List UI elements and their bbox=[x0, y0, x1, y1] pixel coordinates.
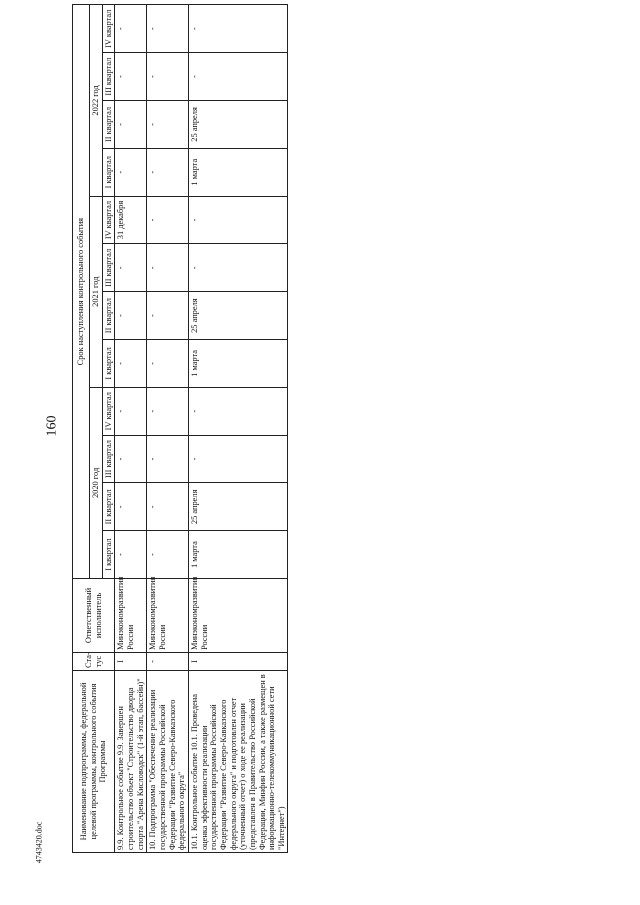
row-quarter-cell: - bbox=[115, 483, 147, 531]
col-header-status: Ста-тус bbox=[73, 653, 115, 671]
row-quarter-cell: - bbox=[188, 244, 288, 292]
row-quarter-cell: - bbox=[115, 101, 147, 149]
row-name-cell bbox=[115, 671, 147, 853]
row-name: Контрольное событие 10.1. Проведена оценка эффективности реализации государственной программы Российской Федерации "Развитие Северо-Кавказского федерального округа" и подготовлен отчет (уточненный отчет) о ходе ее реализации (представлен в Правительство Российской Федерации, Минфин России, а также размещен в информационно-телекоммуникационной сети "Интернет") bbox=[189, 674, 286, 850]
row-quarter-cell: - bbox=[147, 244, 189, 292]
row-quarter-cell: - bbox=[115, 292, 147, 340]
row-quarter-cell: - bbox=[188, 435, 288, 483]
row-quarter-cell: - bbox=[147, 435, 189, 483]
row-quarter-cell: - bbox=[115, 531, 147, 579]
quarter-header: IV квартал bbox=[102, 5, 115, 53]
row-quarter-cell: - bbox=[147, 101, 189, 149]
table-body bbox=[115, 5, 288, 853]
quarter-header: I квартал bbox=[102, 531, 115, 579]
row-quarter-cell: 1 марта bbox=[188, 531, 288, 579]
page-number: 160 bbox=[44, 415, 60, 437]
row-quarter-cell: - bbox=[188, 5, 288, 53]
row-quarter-cell: - bbox=[147, 292, 189, 340]
quarter-header: III квартал bbox=[102, 244, 115, 292]
quarter-header: I квартал bbox=[102, 148, 115, 196]
row-quarter-cell: - bbox=[115, 387, 147, 435]
row-executor: Минэкономразвития России bbox=[115, 579, 147, 653]
col-header-name: Наименование подпрограммы, федеральной целевой программы, контрольного события Программы bbox=[73, 671, 115, 853]
row-quarter-cell: - bbox=[147, 5, 189, 53]
col-header-deadline: Срок наступления контрольного события bbox=[73, 5, 90, 579]
quarter-header: III квартал bbox=[102, 53, 115, 101]
row-number: 9.9. bbox=[116, 835, 126, 850]
row-quarter-cell: - bbox=[188, 196, 288, 244]
row-executor: Минэкономразвития России bbox=[188, 579, 288, 653]
row-quarter-cell: - bbox=[115, 435, 147, 483]
quarter-header: II квартал bbox=[102, 292, 115, 340]
quarter-header: IV квартал bbox=[102, 196, 115, 244]
footer-doc-code: 4743420.doc bbox=[34, 821, 44, 864]
row-quarter-cell: - bbox=[115, 5, 147, 53]
quarter-header: I квартал bbox=[102, 340, 115, 388]
row-quarter-cell: - bbox=[147, 340, 189, 388]
row-quarter-cell: - bbox=[188, 387, 288, 435]
row-status: I bbox=[188, 653, 288, 671]
row-quarter-cell: - bbox=[147, 531, 189, 579]
quarter-header: II квартал bbox=[102, 483, 115, 531]
row-quarter-cell: - bbox=[115, 53, 147, 101]
row-number: 10. bbox=[148, 837, 158, 850]
row-quarter-cell: 25 апреля bbox=[188, 101, 288, 149]
row-quarter-cell: - bbox=[115, 148, 147, 196]
row-number: 10.1. bbox=[189, 831, 199, 850]
row-quarter-cell: - bbox=[115, 340, 147, 388]
row-quarter-cell: 25 апреля bbox=[188, 483, 288, 531]
row-quarter-cell: - bbox=[188, 53, 288, 101]
col-header-executor: Ответственный исполнитель bbox=[73, 579, 115, 653]
year-header: 2020 год bbox=[90, 387, 103, 578]
row-status: - bbox=[147, 653, 189, 671]
row-name-cell bbox=[188, 671, 288, 853]
row-quarter-cell: - bbox=[147, 53, 189, 101]
row-executor: Минэкономразвития России bbox=[147, 579, 189, 653]
row-quarter-cell: - bbox=[147, 387, 189, 435]
row-name: Контрольное событие 9.9. Завершен строительство объект "Строительство дворца спорта "Арена Кисловодск" (1-й этап, бассейн)" bbox=[116, 678, 145, 850]
year-header: 2021 год bbox=[90, 196, 103, 387]
row-quarter-cell: - bbox=[147, 148, 189, 196]
quarter-header: II квартал bbox=[102, 101, 115, 149]
row-status: I bbox=[115, 653, 147, 671]
row-name-cell bbox=[147, 671, 189, 853]
year-header: 2022 год bbox=[90, 5, 103, 196]
row-name: Подпрограмма "Обеспечение реализации государственной программы Российской Федерации "Развитие Северо-Кавказского федерального округа" bbox=[148, 689, 187, 850]
row-quarter-cell: 1 марта bbox=[188, 340, 288, 388]
row-quarter-cell: 1 марта bbox=[188, 148, 288, 196]
table-row bbox=[188, 5, 288, 853]
row-quarter-cell: 31 декабря bbox=[115, 196, 147, 244]
table-row bbox=[115, 5, 147, 853]
quarter-header: III квартал bbox=[102, 435, 115, 483]
table-row bbox=[147, 5, 189, 853]
row-quarter-cell: - bbox=[147, 483, 189, 531]
row-quarter-cell: 25 апреля bbox=[188, 292, 288, 340]
control-events-table bbox=[72, 4, 288, 853]
row-quarter-cell: - bbox=[147, 196, 189, 244]
table-sheet bbox=[72, 5, 626, 853]
row-quarter-cell: - bbox=[115, 244, 147, 292]
quarter-header: IV квартал bbox=[102, 387, 115, 435]
